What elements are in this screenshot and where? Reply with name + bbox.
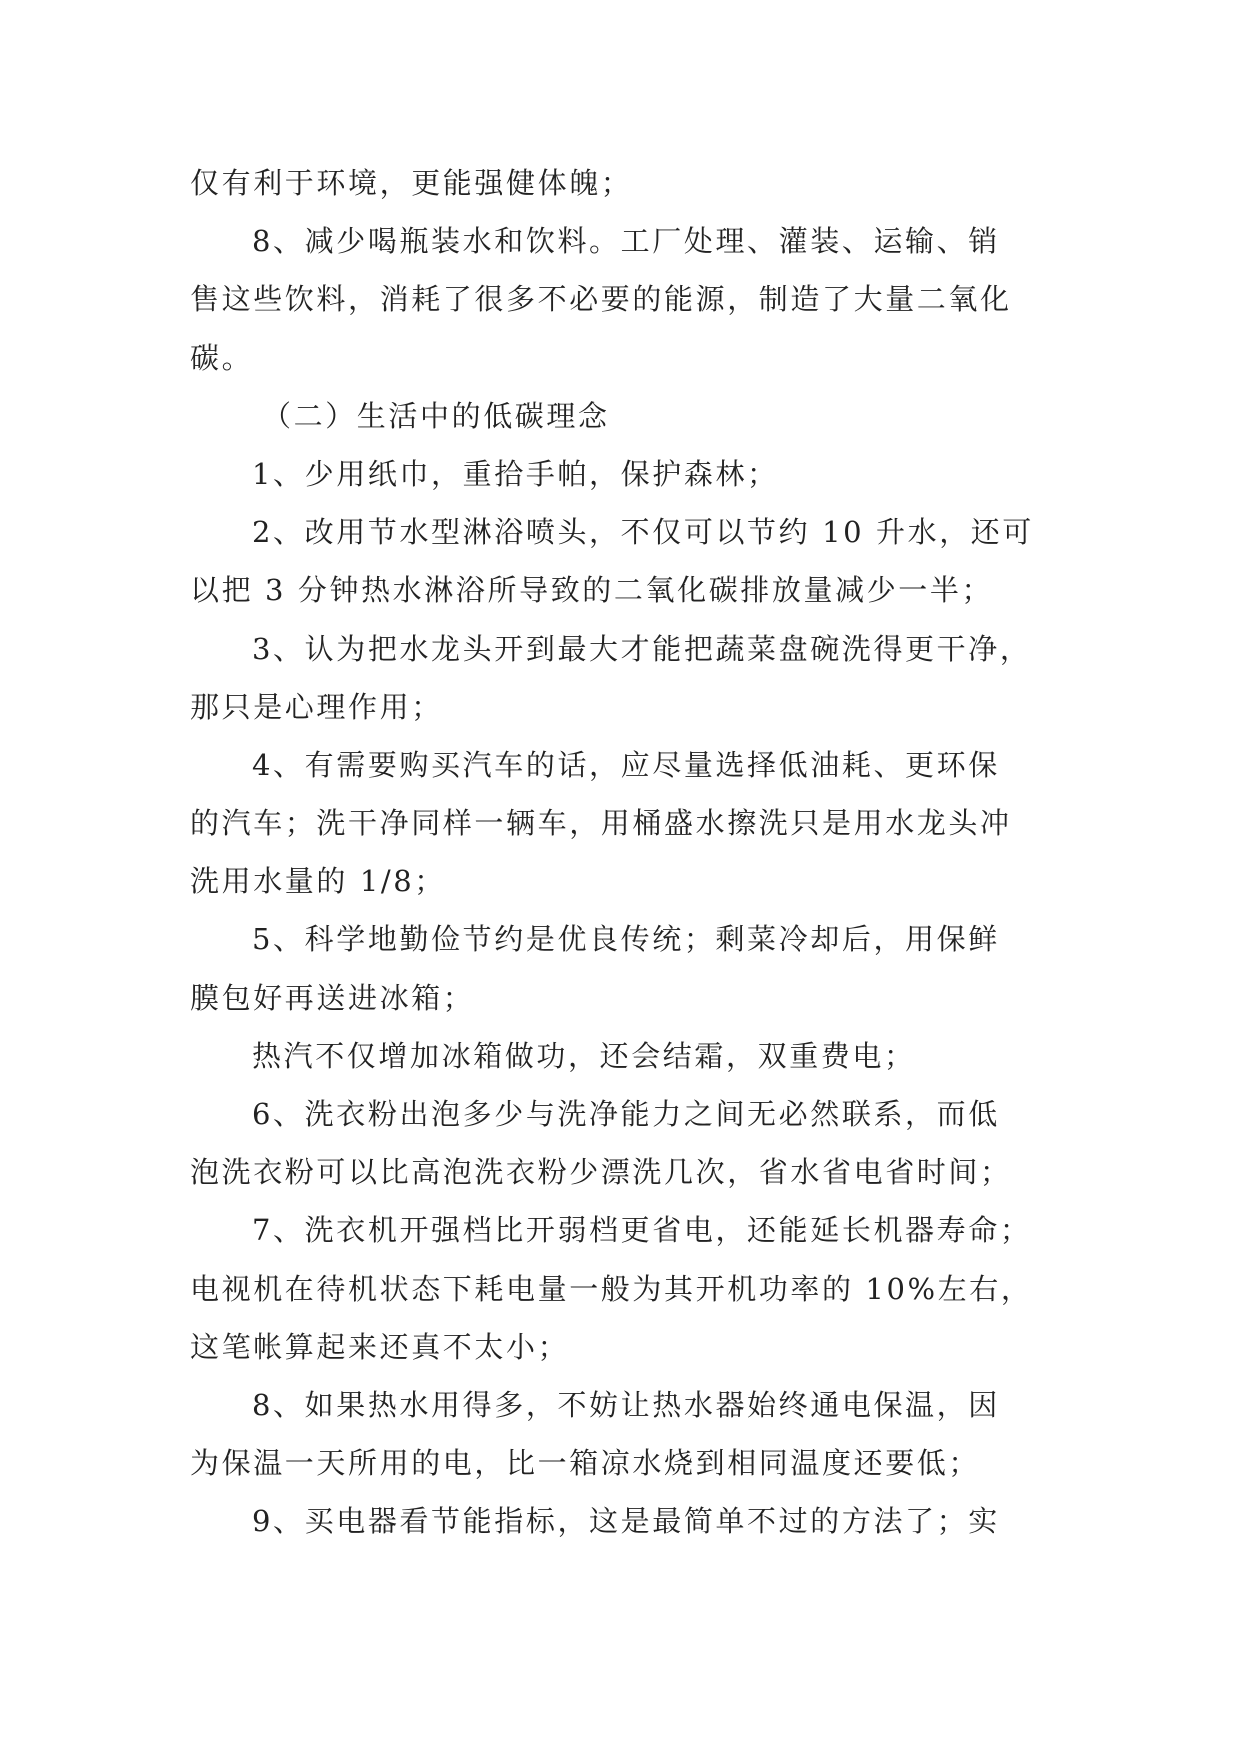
text-line: 5、科学地勤俭节约是优良传统；剩菜冷却后，用保鲜 <box>252 922 1000 957</box>
text-line: 泡洗衣粉可以比高泡洗衣粉少漂洗几次，省水省电省时间； <box>190 1155 1012 1190</box>
text-line: 那只是心理作用； <box>190 689 443 724</box>
text-line: 洗用水量的 1/8； <box>190 864 446 899</box>
text-line: 碳。 <box>190 340 254 375</box>
text-line: 4、有需要购买汽车的话，应尽量选择低油耗、更环保 <box>252 747 1000 782</box>
text-line: 6、洗衣粉出泡多少与洗净能力之间无必然联系，而低 <box>252 1097 1000 1131</box>
text-line: 为保温一天所用的电，比一箱凉水烧到相同温度还要低； <box>190 1446 981 1481</box>
text-line: 8、减少喝瓶装水和饮料。工厂处理、灌装、运输、销 <box>252 224 1000 259</box>
text-line: 以把 3 分钟热水淋浴所导致的二氧化碳排放量减少一半； <box>190 573 994 608</box>
text-line: 热汽不仅增加冰箱做功，还会结霜，双重费电； <box>252 1038 916 1073</box>
text-line: 9、买电器看节能指标，这是最简单不过的方法了；实 <box>252 1504 1000 1539</box>
text-line: 膜包好再送进冰箱； <box>190 980 475 1015</box>
section-heading: （二）生活中的低碳理念 <box>262 398 610 433</box>
text-line: 电视机在待机状态下耗电量一般为其开机功率的 10%左右， <box>190 1271 1033 1306</box>
text-line: 1、少用纸巾，重拾手帕，保护森林； <box>252 456 779 491</box>
text-line: 3、认为把水龙头开到最大才能把蔬菜盘碗洗得更干净， <box>252 631 1032 666</box>
text-line: 2、改用节水型淋浴喷头，不仅可以节约 10 升水，还可 <box>252 515 1034 550</box>
document-body <box>190 154 1050 1551</box>
text-line: 仅有利于环境，更能强健体魄； <box>190 166 633 200</box>
text-line: 7、洗衣机开强档比开弱档更省电，还能延长机器寿命； <box>252 1213 1032 1248</box>
text-line: 售这些饮料，消耗了很多不必要的能源，制造了大量二氧化 <box>190 282 1012 317</box>
text-line: 的汽车；洗干净同样一辆车，用桶盛水擦洗只是用水龙头冲 <box>190 806 1012 841</box>
text-line: 这笔帐算起来还真不太小； <box>190 1329 570 1364</box>
text-line: 8、如果热水用得多，不妨让热水器始终通电保温，因 <box>252 1387 1000 1422</box>
